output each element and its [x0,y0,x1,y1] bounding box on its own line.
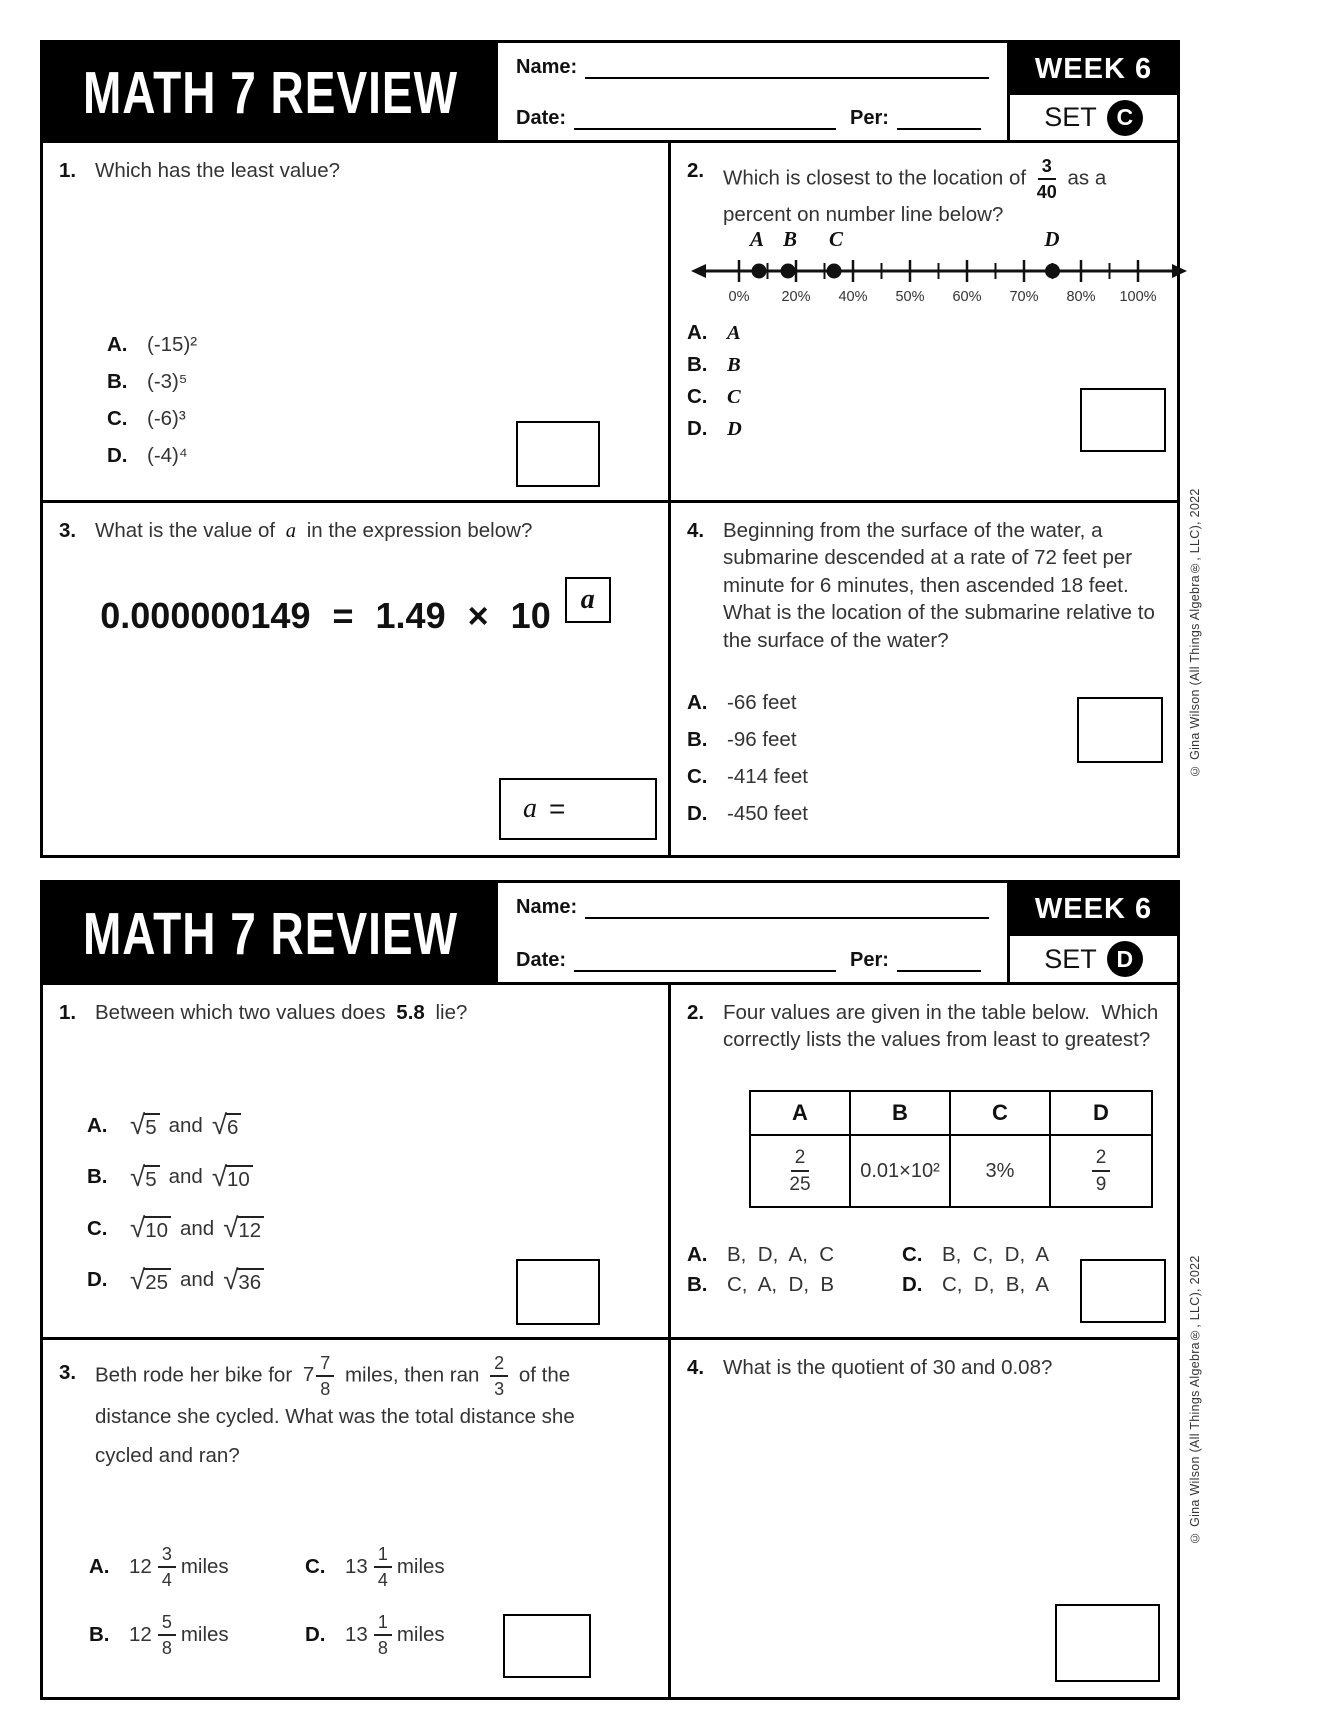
options-list [89,1545,521,1657]
table-header: A [751,1092,851,1136]
table-cell [1051,1136,1151,1206]
mixed-number: 7 $\frac{7}{8}$ [298,1363,339,1386]
radical: √ 36 [223,1268,264,1294]
question-text: Between which two values does 5.8 lie? [95,1001,468,1024]
options-list [87,1109,267,1306]
table-cell: 3% [951,1136,1051,1206]
answer-box[interactable] [503,1614,591,1678]
per-label: Per: [850,107,889,129]
date-label: Date: [516,107,567,129]
table-cell [751,1136,851,1206]
option-d: D. -450 feet [687,802,808,825]
worksheet-header [43,883,1177,985]
set-label: SET [1044,943,1097,974]
point-label: C [828,227,844,251]
question-c1 [43,143,671,500]
question-number: 3. [59,519,77,542]
date-field[interactable] [574,948,836,972]
per-label: Per: [850,949,889,971]
options-list [687,691,808,839]
values-table [749,1090,1153,1208]
question-c3 [43,503,671,855]
question-number: 1. [59,159,77,182]
options-list [687,1243,1117,1297]
answer-box[interactable]: a = [499,778,657,840]
name-label: Name: [516,56,578,78]
options-list [687,321,742,449]
radical: √ 5 [130,1165,160,1191]
table-header: D [1051,1092,1151,1136]
tick-label: 40% [838,289,868,305]
worksheet-set-c [40,40,1180,858]
answer-box[interactable] [1055,1604,1160,1682]
week-label: WEEK 6 [1010,883,1177,936]
point-b-dot [781,264,796,279]
option-b: B. √ 5 and √ 10 [87,1165,267,1191]
name-label: Name: [516,896,578,918]
tick-label: 70% [1009,289,1039,305]
option-d: D. 13 $\frac{1}{8}$ miles [305,1612,445,1658]
option-a: A. -66 feet [687,691,797,714]
table-header: B [851,1092,951,1136]
fraction: $\frac{2}{9}$ [1092,1148,1111,1194]
question-number: 2. [687,159,705,182]
fraction: $\frac{2}{25}$ [789,1147,811,1195]
option-c: C. B, C, D, A [902,1243,1050,1266]
worksheet-title: MATH 7 REVIEW [82,898,459,967]
fraction: $\frac{3}{40}$ [1036,156,1057,202]
question-c2 [671,143,1177,500]
worksheet-header [43,43,1177,143]
table-header: C [951,1092,1051,1136]
option-b: B. B [687,353,741,376]
copyright-text: © Gina Wilson (All Things Algebra®, LLC), 2022 [1188,488,1202,778]
option-a: A. B, D, A, C [687,1243,835,1266]
option-a: A. 12 $\frac{3}{4}$ miles [89,1544,229,1590]
tick-label: 50% [895,289,925,305]
option-c: C. √ 10 and √ 12 [87,1216,267,1242]
name-field[interactable] [585,55,989,79]
worksheet-title: MATH 7 REVIEW [82,57,459,126]
point-d-dot [1045,264,1060,279]
tick-label: 80% [1066,289,1096,305]
option-c: C. C [687,385,741,408]
option-c: C. (-6)³ [107,407,186,430]
name-date-area [498,883,1007,982]
point-label: B [782,227,798,251]
radical: √ 6 [212,1113,242,1139]
question-number: 2. [687,1001,705,1024]
title-box [43,43,498,140]
question-text: Beginning from the surface of the water, a submarine descended at a rate of 72 feet per minute for 6 minutes, then ascended 18 feet. What is the location of the submarine relative to the surface of the water? [723,519,1161,652]
date-field[interactable] [574,106,836,130]
answer-box[interactable] [1077,697,1163,763]
question-text: Which has the least value? [95,159,340,182]
question-number: 3. [59,1361,77,1384]
option-d: D. (-4)⁴ [107,444,188,467]
point-label: D [1044,227,1060,251]
exponent-box: a [565,577,611,623]
name-field[interactable] [585,895,989,919]
question-d3 [43,1340,671,1697]
answer-box[interactable] [516,1259,600,1325]
number-line [689,225,1189,305]
option-a: A. √ 5 and √ 6 [87,1113,267,1139]
per-field[interactable] [897,948,981,972]
option-b: B. (-3)⁵ [107,370,188,393]
point-label: A [749,227,765,251]
option-d: D. C, D, B, A [902,1273,1050,1296]
tick-label: 100% [1119,289,1157,305]
question-d1 [43,985,671,1337]
title-box [43,883,498,982]
question-text: Beth rode her bike for 7 $\frac{7}{8}$ miles, then ran $\frac{2}{3}$ of the distance she cycled. What was the total distance she cycled and ran? [95,1353,575,1467]
week-set-box [1007,43,1177,140]
question-d2 [671,985,1177,1337]
option-b: B. 12 $\frac{5}{8}$ miles [89,1612,229,1658]
question-c4 [671,503,1177,855]
radical: √ 12 [223,1216,264,1242]
option-d: D. √ 25 and √ 36 [87,1268,267,1294]
tick-label: 0% [728,289,750,305]
option-c: C. 13 $\frac{1}{4}$ miles [305,1544,445,1590]
question-number: 4. [687,519,705,542]
option-d: D. D [687,417,742,440]
option-b: B. -96 feet [687,728,797,751]
set-letter-badge: D [1107,941,1143,977]
option-b: B. C, A, D, B [687,1273,835,1296]
answer-box[interactable] [1080,388,1166,452]
point-a-dot [752,264,767,279]
question-text: Four values are given in the table below. Which correctly lists the values from least to greatest? [723,1001,1164,1052]
option-a: A. (-15)² [107,333,198,356]
option-a: A. A [687,321,741,344]
week-set-box [1007,883,1177,982]
week-label: WEEK 6 [1010,43,1177,95]
question-text: Which is closest to the location of $\frac{3}{40}$ as a percent on number line below? [723,156,1107,226]
answer-box[interactable] [1080,1259,1166,1323]
worksheet-set-d [40,880,1180,1700]
date-label: Date: [516,949,567,971]
fraction: $\frac{2}{3}$ [490,1354,508,1398]
radical: √ 10 [130,1216,171,1242]
equation: 0.000000149 = 1.49 × 10 a [43,595,668,643]
question-number: 4. [687,1356,705,1379]
question-d4 [671,1340,1177,1697]
question-text: What is the value of a in the expression below? [95,519,533,542]
tick-label: 20% [781,289,811,305]
copyright-text: © Gina Wilson (All Things Algebra®, LLC), 2022 [1188,1255,1202,1545]
option-c: C. -414 feet [687,765,808,788]
answer-box[interactable] [516,421,600,487]
radical: √ 5 [130,1113,160,1139]
table-cell: 0.01×10² [851,1136,951,1206]
set-label: SET [1044,102,1097,133]
radical: √ 25 [130,1268,171,1294]
radical: √ 10 [212,1165,253,1191]
point-c-dot [827,264,842,279]
per-field[interactable] [897,106,981,130]
question-number: 1. [59,1001,77,1024]
options-list [107,333,197,481]
set-letter-badge: C [1107,100,1143,136]
tick-label: 60% [952,289,982,305]
question-text: What is the quotient of 30 and 0.08? [723,1356,1053,1379]
name-date-area [498,43,1007,140]
